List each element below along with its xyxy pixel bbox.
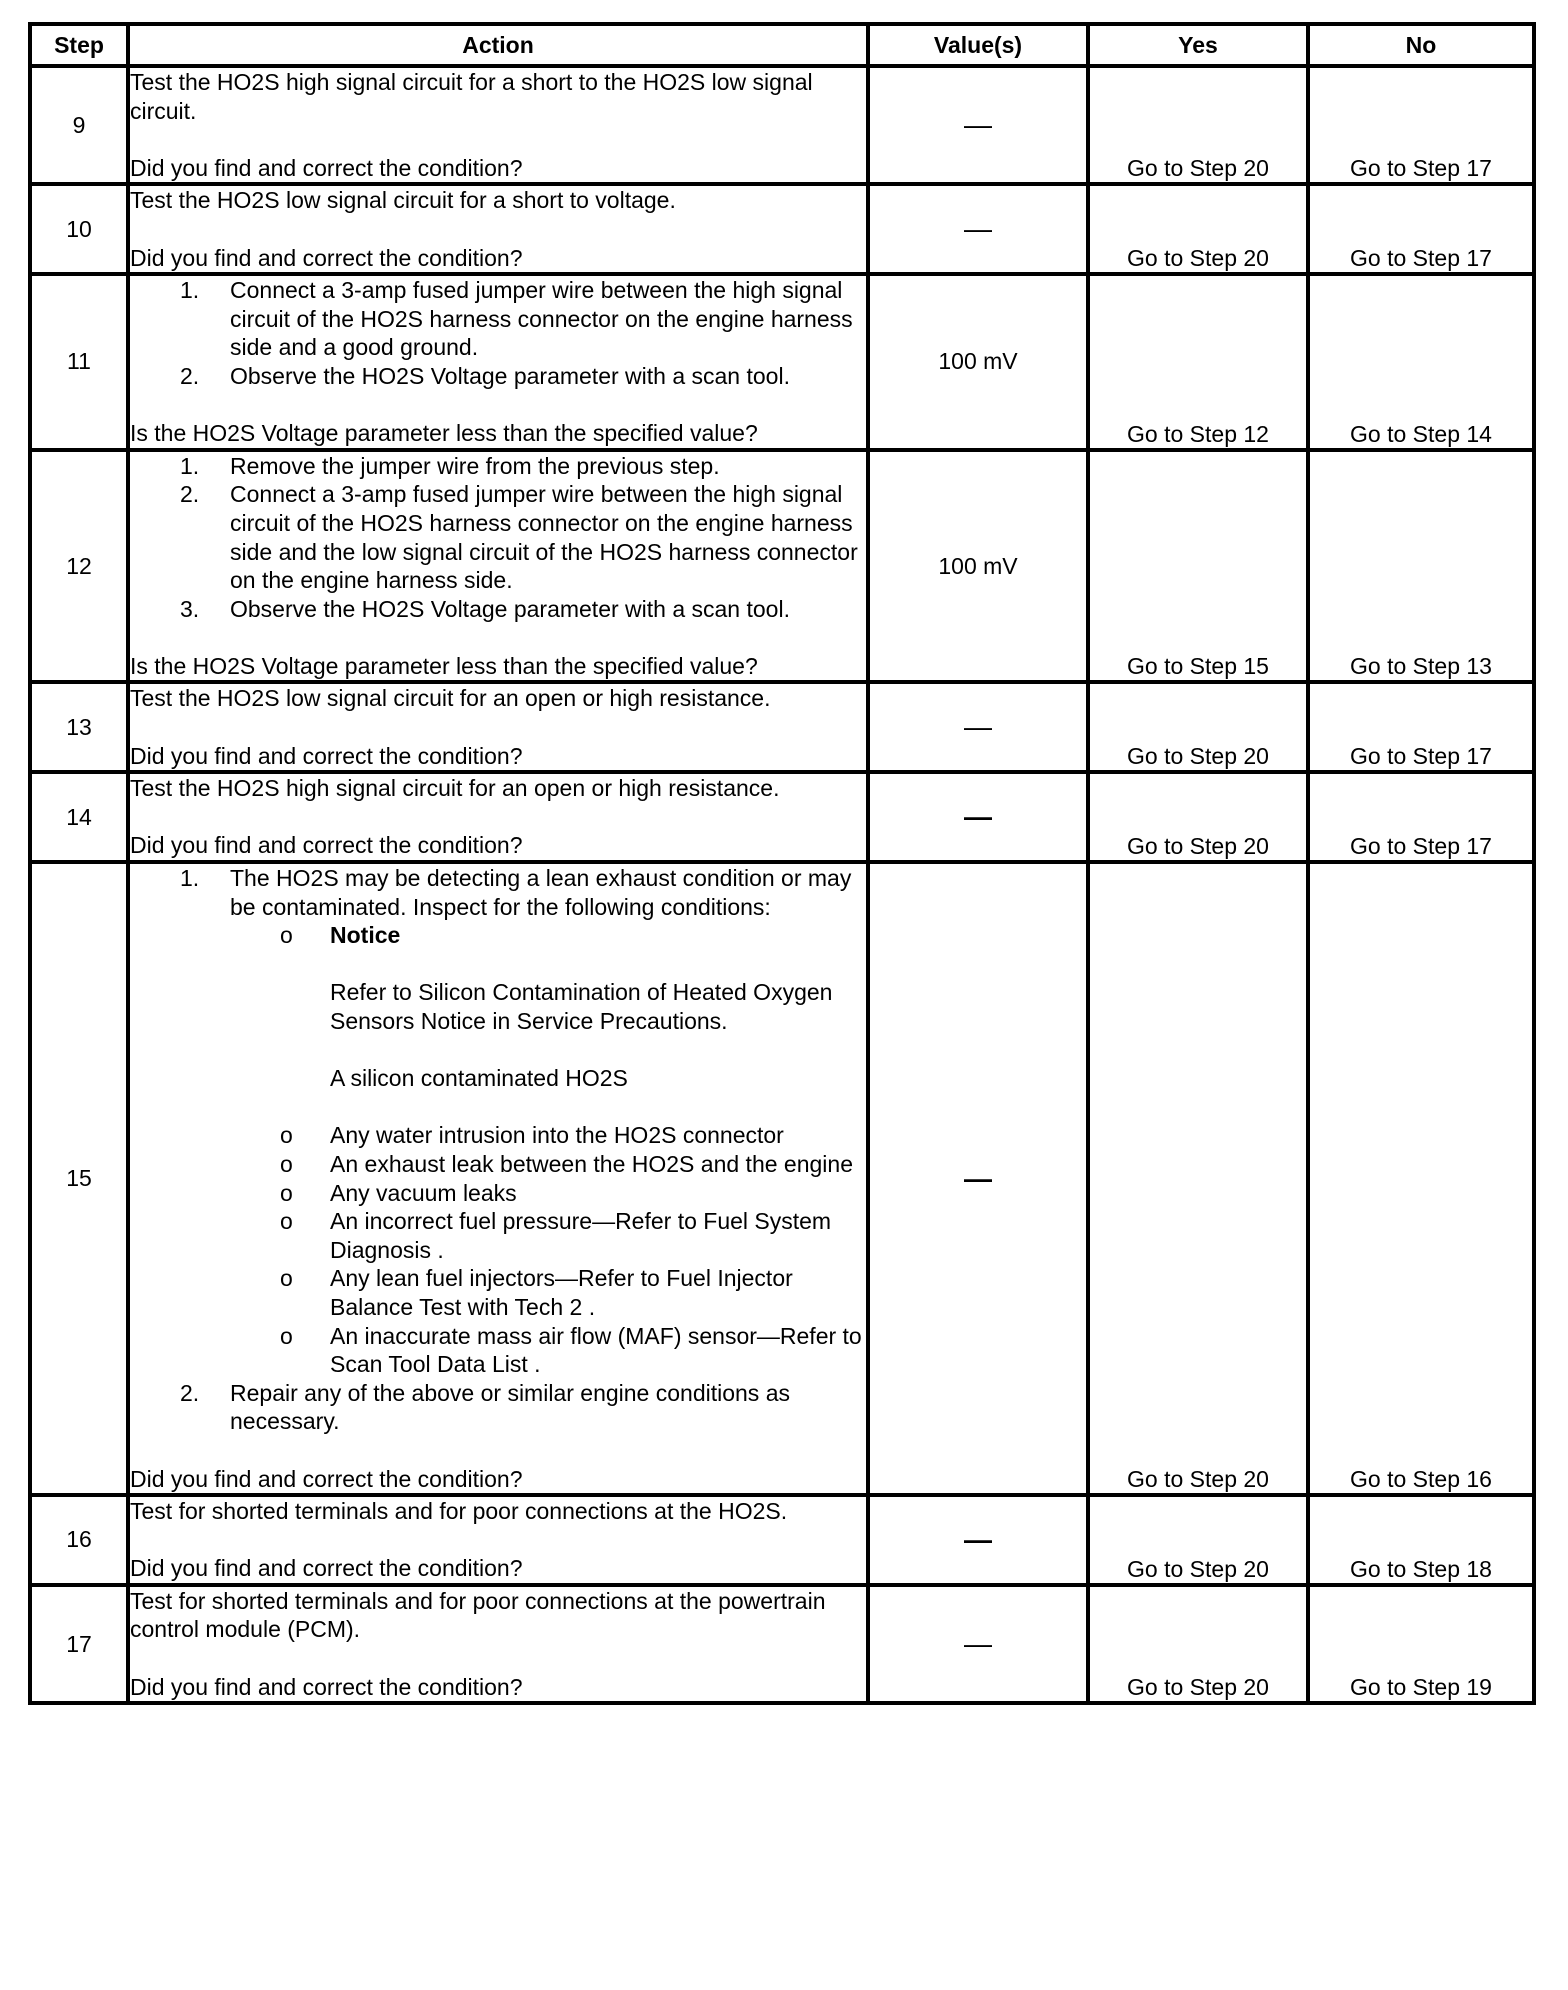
yes-cell: Go to Step 20: [1088, 184, 1308, 274]
header-row: [30, 24, 1534, 66]
table-row: [30, 862, 1534, 1495]
value-cell: —: [868, 1585, 1088, 1703]
value-cell: —: [868, 862, 1088, 1495]
yes-cell: Go to Step 20: [1088, 1585, 1308, 1703]
value-cell: 100 mV: [868, 450, 1088, 683]
question-text: Did you find and correct the condition?: [130, 832, 523, 859]
yes-cell: Go to Step 12: [1088, 274, 1308, 450]
table-row: [30, 772, 1534, 862]
yes-cell: Go to Step 20: [1088, 862, 1308, 1495]
notice-item: [230, 921, 866, 1121]
question-text: Did you find and correct the condition?: [130, 1465, 523, 1492]
action-text: Test for shorted terminals and for poor connections at the powertrain control module (PCM).: [130, 1587, 826, 1643]
sub-item-text: An inaccurate mass air flow (MAF) sensor—Refer to Scan Tool Data List .: [330, 1322, 862, 1378]
question-text: Did you find and correct the condition?: [130, 1555, 523, 1582]
value-cell: —: [868, 772, 1088, 862]
action-cell: [128, 450, 868, 683]
value-cell: —: [868, 1495, 1088, 1585]
bullet-icon: o: [280, 1322, 293, 1349]
no-cell: Go to Step 17: [1308, 66, 1534, 184]
question-text: Is the HO2S Voltage parameter less than the specified value?: [130, 420, 758, 447]
no-cell: Go to Step 16: [1308, 862, 1534, 1495]
header-action: Action: [128, 24, 868, 66]
no-cell: Go to Step 17: [1308, 682, 1534, 772]
item-number: 1.: [180, 277, 200, 304]
value-cell: —: [868, 66, 1088, 184]
item-text: Repair any of the above or similar engine conditions as necessary.: [230, 1379, 790, 1435]
sub-item-text: Any lean fuel injectors—Refer to Fuel Injector Balance Test with Tech 2 .: [330, 1265, 793, 1320]
action-cell: [128, 682, 868, 772]
action-text: Test the HO2S high signal circuit for a short to the HO2S low signal circuit.: [130, 69, 813, 124]
yes-cell: Go to Step 20: [1088, 1495, 1308, 1585]
action-text: Test for shorted terminals and for poor connections at the HO2S.: [130, 1498, 788, 1525]
table-row: [30, 274, 1534, 450]
sub-list: [230, 921, 866, 1379]
sub-item-text: An exhaust leak between the HO2S and the engine: [330, 1150, 853, 1177]
action-cell: [128, 1495, 868, 1585]
step-number: 9: [30, 66, 128, 184]
sub-list-item: [230, 1207, 866, 1264]
action-text: Test the HO2S high signal circuit for an open or high resistance.: [130, 775, 780, 802]
bullet-icon: o: [280, 1122, 293, 1149]
step-number: 12: [30, 450, 128, 683]
numbered-list: [130, 452, 866, 624]
question-text: Did you find and correct the condition?: [130, 154, 523, 181]
no-cell: Go to Step 18: [1308, 1495, 1534, 1585]
sub-list-item: [230, 1322, 866, 1379]
question-text: Did you find and correct the condition?: [130, 244, 523, 271]
notice-extra: A silicon contaminated HO2S: [330, 1065, 628, 1092]
table-row: [30, 66, 1534, 184]
action-cell: [128, 66, 868, 184]
list-item: [130, 276, 866, 362]
action-text: Test the HO2S low signal circuit for a short to voltage.: [130, 187, 676, 214]
item-number: 2.: [180, 481, 200, 508]
item-text: Remove the jumper wire from the previous step.: [230, 452, 720, 479]
header-yes: Yes: [1088, 24, 1308, 66]
sub-item-text: Any vacuum leaks: [330, 1179, 517, 1206]
yes-cell: Go to Step 20: [1088, 682, 1308, 772]
bullet-icon: o: [280, 1179, 293, 1206]
header-values: Value(s): [868, 24, 1088, 66]
value-cell: 100 mV: [868, 274, 1088, 450]
no-cell: Go to Step 17: [1308, 184, 1534, 274]
value-cell: —: [868, 682, 1088, 772]
sub-item-text: Any water intrusion into the HO2S connector: [330, 1122, 784, 1149]
step-number: 11: [30, 274, 128, 450]
sub-list-item: [230, 1150, 866, 1179]
header-no: No: [1308, 24, 1534, 66]
sub-item-text: An incorrect fuel pressure—Refer to Fuel System Diagnosis .: [330, 1208, 832, 1263]
item-number: 1.: [180, 865, 200, 892]
action-cell: [128, 862, 868, 1495]
step-number: 17: [30, 1585, 128, 1703]
item-number: 1.: [180, 452, 200, 479]
table-row: [30, 450, 1534, 683]
action-cell: [128, 1585, 868, 1703]
table-row: [30, 1495, 1534, 1585]
notice-title: Notice: [330, 922, 401, 949]
question-text: Did you find and correct the condition?: [130, 742, 523, 769]
bullet-icon: o: [280, 1150, 293, 1177]
item-text: Connect a 3-amp fused jumper wire between the high signal circuit of the HO2S harness connector on the engine harness side and a good ground.: [230, 277, 853, 361]
yes-cell: Go to Step 15: [1088, 450, 1308, 683]
table-row: [30, 1585, 1534, 1703]
no-cell: Go to Step 19: [1308, 1585, 1534, 1703]
numbered-list: [130, 864, 866, 1436]
step-number: 15: [30, 862, 128, 1495]
diagnostic-table: [28, 22, 1536, 1705]
item-number: 2.: [180, 1379, 200, 1406]
sub-list-item: [230, 1264, 866, 1321]
step-number: 13: [30, 682, 128, 772]
table-row: [30, 682, 1534, 772]
list-item: [130, 1379, 866, 1436]
step-number: 16: [30, 1495, 128, 1585]
yes-cell: Go to Step 20: [1088, 66, 1308, 184]
sub-list-item: [230, 1121, 866, 1150]
no-cell: Go to Step 13: [1308, 450, 1534, 683]
bullet-icon: o: [280, 922, 293, 949]
item-number: 2.: [180, 362, 200, 389]
bullet-icon: o: [280, 1208, 293, 1235]
list-item: [130, 595, 866, 624]
action-text: Test the HO2S low signal circuit for an open or high resistance.: [130, 685, 771, 712]
list-item: [130, 452, 866, 481]
numbered-list: [130, 276, 866, 390]
list-item: [130, 480, 866, 594]
bullet-icon: o: [280, 1265, 293, 1292]
step-number: 14: [30, 772, 128, 862]
item-text: Connect a 3-amp fused jumper wire between the high signal circuit of the HO2S harness connector on the engine harness side and the low signal circuit of the HO2S harness connector on the engine harness side.: [230, 481, 858, 594]
list-item: [130, 864, 866, 1379]
no-cell: Go to Step 17: [1308, 772, 1534, 862]
list-item: [130, 362, 866, 391]
action-cell: [128, 772, 868, 862]
action-cell: [128, 184, 868, 274]
value-cell: —: [868, 184, 1088, 274]
no-cell: Go to Step 14: [1308, 274, 1534, 450]
item-text: Observe the HO2S Voltage parameter with a scan tool.: [230, 595, 790, 622]
action-cell: [128, 274, 868, 450]
yes-cell: Go to Step 20: [1088, 772, 1308, 862]
item-text: Observe the HO2S Voltage parameter with a scan tool.: [230, 362, 790, 389]
header-step: Step: [30, 24, 128, 66]
question-text: Did you find and correct the condition?: [130, 1673, 523, 1700]
item-number: 3.: [180, 595, 200, 622]
step-number: 10: [30, 184, 128, 274]
question-text: Is the HO2S Voltage parameter less than the specified value?: [130, 652, 758, 679]
item-text: The HO2S may be detecting a lean exhaust condition or may be contaminated. Inspect for the following conditions:: [230, 865, 852, 920]
table-row: [30, 184, 1534, 274]
notice-text: Refer to Silicon Contamination of Heated Oxygen Sensors Notice in Service Precautions.: [330, 979, 833, 1034]
sub-list-item: [230, 1179, 866, 1208]
